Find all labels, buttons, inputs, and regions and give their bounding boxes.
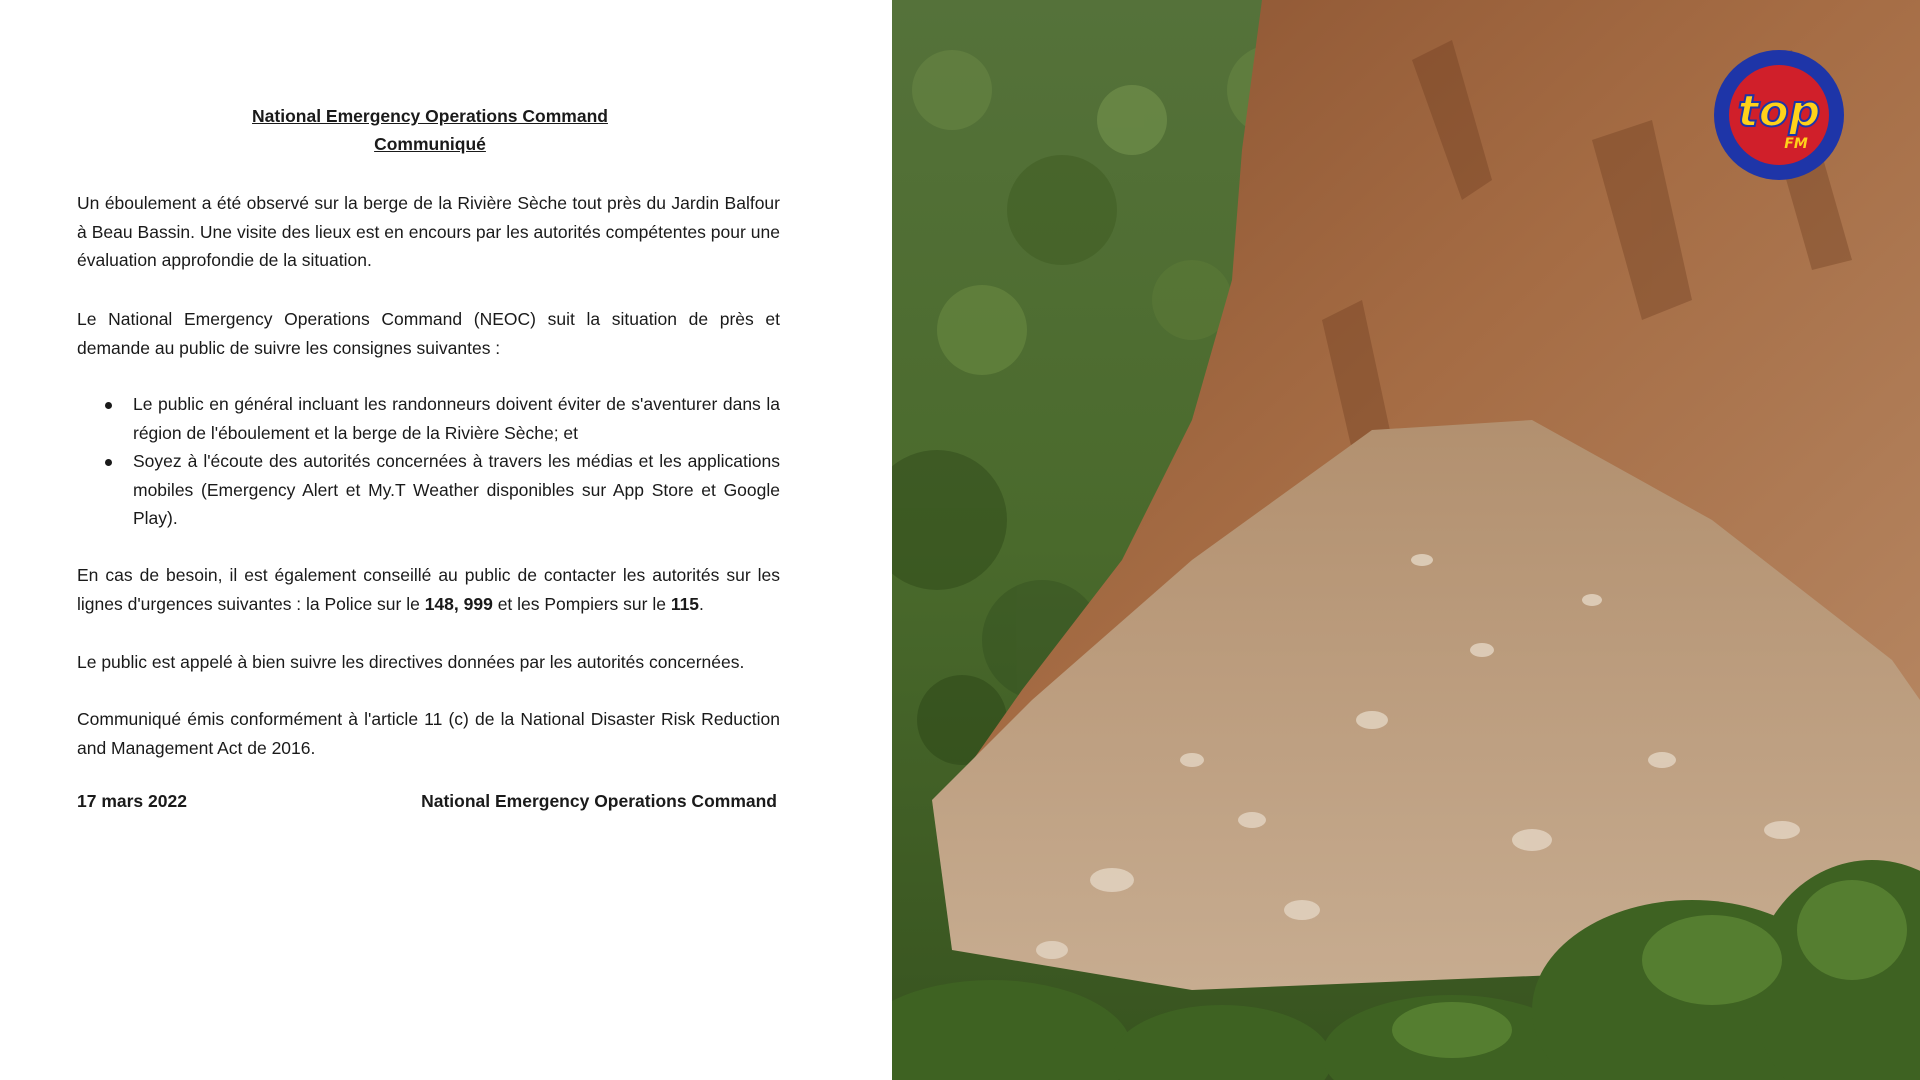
document-subtitle: Communiqué <box>374 134 486 154</box>
document-title: National Emergency Operations Command <box>252 106 608 126</box>
paragraph-landslide-observed: Un éboulement a été observé sur la berge de la Rivière Sèche tout près du Jardin Balfour à Beau Bassin. Une visite des lieux est en encours par les autorités compétentes pour une évaluation approfondie de la situation. <box>77 193 780 270</box>
paragraph-neoc-monitoring: Le National Emergency Operations Command (NEOC) suit la situation de près et demande au public de suivre les consignes suivantes : <box>77 309 780 358</box>
top-fm-logo-icon <box>1712 48 1846 182</box>
document-date: 17 mars 2022 <box>77 791 187 811</box>
emergency-text: . <box>699 593 704 614</box>
paragraph-follow-directives: Le public est appelé à bien suivre les directives données par les autorités concernées. <box>77 652 745 672</box>
document-signature: National Emergency Operations Command <box>421 791 777 811</box>
list-item-text: Soyez à l'écoute des autorités concernées à travers les médias et les applications mobiles (Emergency Alert et My.T Weather disponibles sur App Store et Google Play). <box>133 451 780 528</box>
list-item <box>103 390 780 447</box>
list-item-text: Le public en général incluant les randonneurs doivent éviter de s'aventurer dans la région de l'éboulement et la berge de la Rivière Sèche; et <box>133 394 780 443</box>
fire-number: 115 <box>670 593 700 614</box>
communique-document <box>0 0 892 1080</box>
bullet-dot-icon <box>105 459 112 466</box>
instructions-list <box>103 390 780 533</box>
bullet-dot-icon <box>105 402 112 409</box>
logo-subtext: FM <box>1784 136 1808 152</box>
paragraph-legal-basis: Communiqué émis conformément à l'article 11 (c) de la National Disaster Risk Reduction and Management Act de 2016. <box>77 709 780 758</box>
paragraph-emergency-numbers <box>77 561 780 618</box>
emergency-text: En cas de besoin, il est également conseillé au public de contacter les autorités sur les lignes d'urgences suivantes : la Police sur le <box>77 565 780 614</box>
logo-graphic <box>1712 48 1846 182</box>
police-numbers: 148, 999 <box>424 593 493 614</box>
document-footer <box>77 791 777 812</box>
list-item <box>103 447 780 533</box>
emergency-text: et les Pompiers sur le <box>492 593 671 614</box>
logo-wordmark: top <box>1737 86 1821 137</box>
